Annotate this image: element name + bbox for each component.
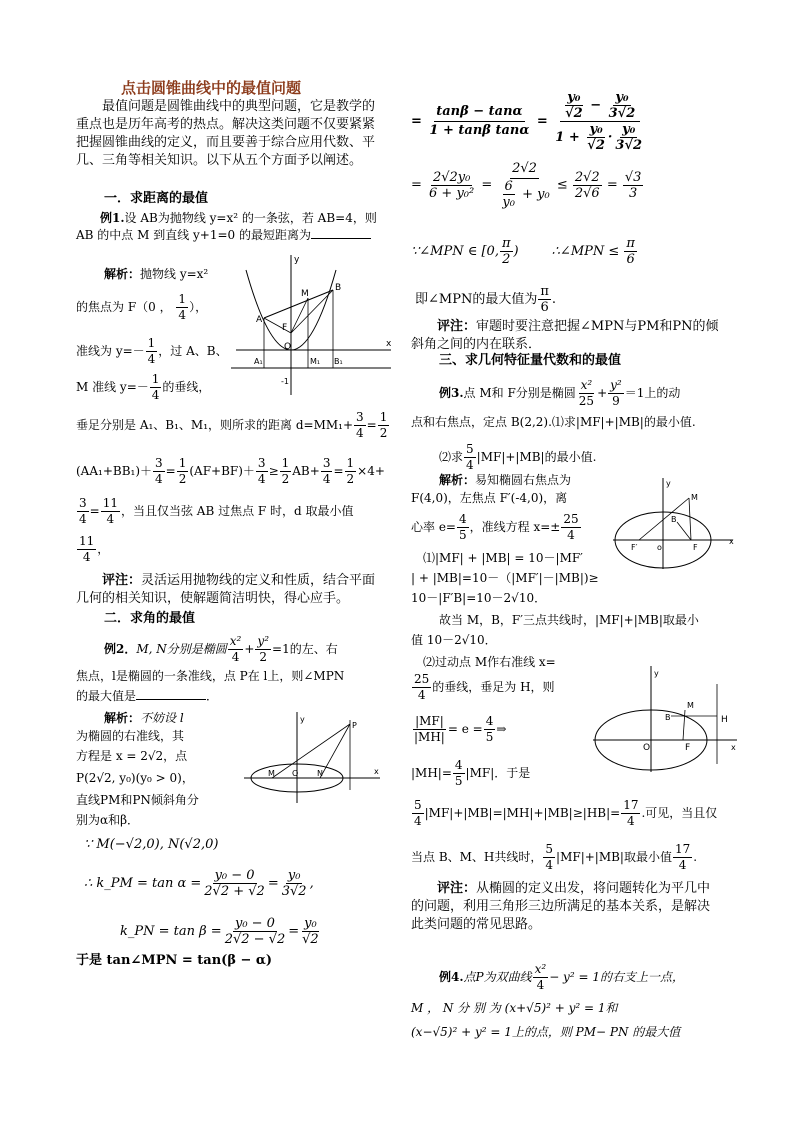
bf-line bbox=[677, 522, 691, 540]
example-1-question bbox=[76, 210, 386, 244]
ratio-num: |MF| bbox=[415, 714, 444, 728]
question-text: ＝1上的动 bbox=[624, 386, 681, 400]
range-text: ∵∠MPN ∈ [0, bbox=[411, 244, 499, 259]
example-1-solution-line4: M 准线 y=－ $\frac{1}{4}$ 的垂线， bbox=[76, 372, 211, 402]
solution-text: AB+ bbox=[292, 464, 320, 478]
solution-text: .可见，当且仅 bbox=[641, 806, 718, 820]
section-3-heading: 三、求几何特征量代数和的最值 bbox=[439, 353, 622, 368]
example-2-question-line1: 例2．M, N分别是椭圆 $\frac{\text{x²}}{4}$ + $\frac{\text{y²}}{2}$ =1的左、右 bbox=[104, 634, 338, 664]
solution-text: (AA₁+BB₁)＋ bbox=[76, 464, 153, 478]
example-2-eq3: k_PN = tan β = $\frac{\text{y₀ − 0}}{2√2 - √2}$ = $\frac{\text{y₀}}{√2}$ bbox=[120, 916, 319, 947]
example-2-question-line2: 焦点，l是椭圆的一条准线，点 P在 l上，则∠MPN bbox=[76, 669, 345, 683]
solution-text: |MF|+|MB|取最小值 bbox=[556, 850, 672, 864]
section-1-heading: 一．求距离的最值 bbox=[104, 191, 209, 206]
label-o: O bbox=[643, 743, 651, 753]
page-title: 点击圆锥曲线中的最值问题 bbox=[121, 79, 302, 97]
label-b: B bbox=[671, 515, 677, 524]
label-y: y bbox=[300, 715, 305, 724]
example-4-label: 例4. bbox=[439, 970, 464, 984]
example-2-eq4: 于是 tan∠MPN = tan(β − α) bbox=[76, 953, 273, 968]
example-2-solution-line3: 方程是 x = 2√2，点 bbox=[76, 749, 188, 763]
solution-label: 解析： bbox=[104, 711, 141, 725]
ratio-formula: = $\frac{\text{2√2y₀}}{\text{6 + y₀²}}$ = 2√2 $\frac{6}{\text{y₀}}$ + y₀ ≤ $\frac{2√2}{2√6}$ = $\frac{√3}{3}$ bbox=[411, 161, 642, 210]
max-text: 即∠MPN的最大值为 bbox=[415, 292, 538, 307]
example-3-comment bbox=[411, 880, 721, 934]
label-b: B bbox=[665, 713, 671, 722]
example-3-solution-line14: 当点 B、M、H共线时， $\frac{5}{4}$ |MF|+|MB|取最小值 $\frac{17}{4}$ . bbox=[411, 842, 698, 872]
chord-ab bbox=[264, 290, 333, 318]
parabola-figure bbox=[226, 250, 396, 400]
question-text: 点P为双曲线 bbox=[463, 970, 532, 984]
comment-label: 评注： bbox=[437, 881, 477, 896]
label-f: F bbox=[685, 743, 691, 753]
solution-text: 的焦点为 F（0 ， bbox=[76, 300, 172, 314]
example-2-comment bbox=[411, 318, 721, 354]
formula-denominator: 1 + tanβ tanα bbox=[429, 123, 530, 138]
example-1-solution-line5: 垂足分别是 A₁、B₁、M₁，则所求的距离 d=MM₁+ $\frac{3}{4}$ = $\frac{1}{2}$ bbox=[76, 410, 388, 440]
label-a1: A₁ bbox=[254, 357, 263, 366]
example-4-question-line2: M ， N 分 别 为 (x+√5)² + y² = 1和 bbox=[411, 1001, 618, 1015]
label-m: M bbox=[301, 289, 309, 299]
label-m1: M₁ bbox=[310, 357, 321, 366]
bf-line bbox=[291, 290, 333, 333]
solution-text: 的垂线，垂足为 H，则 bbox=[432, 680, 555, 694]
angle-range: ∵∠MPN ∈ [0, $\frac{\pi}{2}$ ) ∴∠MPN ≤ $\frac{\pi}{6}$ bbox=[411, 236, 635, 267]
example-1-label: 例1. bbox=[100, 211, 125, 225]
example-4-question-line3: (x−√5)² + y² = 1上的点，则 PM− PN 的最大值 bbox=[411, 1025, 681, 1039]
equation-text: ∴ k_PM = tan α = bbox=[84, 876, 202, 891]
solution-text: |MF|+|MB|=|MH|+|MB|≥|HB|= bbox=[424, 806, 621, 820]
question-text: − y² = 1的右支上一点， bbox=[549, 970, 684, 984]
label-x: x bbox=[374, 767, 379, 776]
solution-text: 不妨设 l bbox=[140, 711, 184, 725]
example-2-question-line3: 的最大值是 ． bbox=[76, 689, 219, 703]
solution-text: ≥ bbox=[268, 464, 279, 478]
comment-text: 从椭圆的定义出发，将问题转化为平几中的问题，利用三角形三边所满足的基本关系，是解决此类问题的常见思路。 bbox=[411, 881, 711, 932]
angle-max: 即∠MPN的最大值为 $\frac{\pi}{6}$ . bbox=[415, 284, 557, 315]
label-m: M bbox=[691, 493, 698, 502]
example-3-solution-line10: $\frac{25}{4}$ 的垂线，垂足为 H，则 bbox=[414, 672, 555, 702]
question-text: ⑵求 bbox=[439, 450, 464, 464]
example-3-solution-line4: ⑴|MF| + |MB| = 10－|MF′ bbox=[423, 551, 583, 565]
solution-label: 解析： bbox=[439, 473, 476, 487]
example-1-solution-line6: (AA₁+BB₁)＋ $\frac{3}{4}$ = $\frac{1}{2}$ (AF+BF)＋ $\frac{3}{4}$ ≥ $\frac{1}{2}$ AB+ $\frac{3}{4}$ = $\frac{1}{2}$ ×4+ bbox=[76, 456, 385, 486]
example-3-solution-line2: F(4,0)，左焦点 F′(-4,0)，离 bbox=[411, 491, 568, 505]
example-3-label: 例3. bbox=[439, 386, 464, 400]
solution-text: M 准线 y=－ bbox=[76, 380, 149, 394]
ratio-den: |MH| bbox=[414, 730, 445, 744]
ellipse-figure-angle bbox=[242, 710, 382, 805]
solution-text: 心率 e= bbox=[411, 520, 456, 534]
example-1-answer: $\frac{11}{4}$ ， bbox=[79, 534, 110, 564]
solution-text: (AF+BF)＋ bbox=[189, 464, 255, 478]
example-3-solution-line6: 10－|F′B|=10－2√10． bbox=[411, 591, 547, 605]
label-y: y bbox=[294, 255, 300, 265]
label-o: O bbox=[284, 342, 292, 352]
label-b: B bbox=[335, 283, 342, 293]
example-4-question-line1: 例4.点P为双曲线 $\frac{\text{x²}}{4}$ − y² = 1的右支上一点， bbox=[439, 962, 684, 992]
solution-label: 解析： bbox=[104, 267, 141, 281]
solution-text: |MF|．于是 bbox=[465, 766, 531, 780]
example-2-solution-line1 bbox=[104, 710, 184, 727]
label-f: F bbox=[693, 543, 698, 552]
example-1-solution-line7: $\frac{3}{4}$ = $\frac{11}{4}$ ，当且仅当弦 AB 过焦点 F 时，d 取最小值 bbox=[79, 496, 354, 526]
example-3-solution-line12: |MH|= $\frac{4}{5}$ |MF|．于是 bbox=[411, 758, 531, 788]
label-o: O bbox=[292, 769, 299, 778]
example-2-solution-line4: P(2√2, y₀)(y₀ > 0)， bbox=[76, 771, 194, 785]
equation-text: k_PN = tan β = bbox=[120, 924, 222, 939]
example-3-question-line3: ⑵求 $\frac{5}{4}$ |MF|+|MB|的最小值. bbox=[439, 442, 597, 472]
label-h: H bbox=[721, 715, 728, 725]
label-p: P bbox=[352, 721, 357, 730]
comment-label: 评注： bbox=[437, 319, 477, 334]
pm-line bbox=[272, 724, 350, 778]
solution-text: 垂足分别是 A₁、B₁、M₁，则所求的距离 d=MM₁+ bbox=[76, 418, 354, 432]
example-3-solution-line9: ⑵过动点 M作右准线 x= bbox=[423, 655, 556, 669]
example-3-solution-line3: 心率 e= $\frac{4}{5}$ ，准线方程 x=± $\frac{25}{4}$ bbox=[411, 512, 579, 542]
comment-text: 审题时要注意把握∠MPN与PM和PN的倾斜角之间的内在联系． bbox=[411, 319, 719, 352]
label-b1: B₁ bbox=[334, 357, 343, 366]
example-1-solution-line2: 的焦点为 F（0 ， $\frac{1}{4}$ ）， bbox=[76, 292, 208, 322]
solution-text: |MH|= bbox=[411, 766, 452, 780]
label-m: M bbox=[268, 769, 275, 778]
example-3-question-line2: 点和右焦点，定点 B(2,2).⑴求|MF|+|MB|的最小值. bbox=[411, 415, 696, 429]
example-3-solution-line13: $\frac{5}{4}$ |MF|+|MB|=|MH|+|MB|≥|HB|= $\frac{17}{4}$ .可见，当且仅 bbox=[414, 798, 718, 828]
label-y: y bbox=[666, 479, 671, 488]
label-f-prime: F′ bbox=[631, 543, 638, 552]
intro-paragraph: 最值问题是圆锥曲线中的典型问题，它是教学的重点也是历年高考的热点。解决这类问题不仅要紧紧把握圆锥曲线的定义，而且要善于综合应用代数、平几、三角等相关知识。以下从五个方面予以阐述。 bbox=[76, 99, 376, 168]
range-text: ∴∠MPN ≤ bbox=[551, 244, 620, 259]
ellipse-figure-foci bbox=[611, 476, 736, 571]
question-text: 点 M和 F分别是椭圆 bbox=[463, 386, 576, 400]
example-2-label: 例2． bbox=[104, 642, 137, 656]
example-2-eq2: ∴ k_PM = tan α = $\frac{\text{y₀ − 0}}{2√2 + √2}$ = $\frac{\text{y₀}}{3√2}$ , bbox=[84, 868, 314, 899]
solution-text: = e = bbox=[447, 722, 483, 736]
question-text: |MF|+|MB|的最小值. bbox=[476, 450, 597, 464]
example-3-solution-line7: 故当 M，B，F′三点共线时，|MF|+|MB|取最小 bbox=[439, 613, 699, 627]
example-2-solution-line2: 为椭圆的右准线，其 bbox=[76, 729, 185, 743]
example-1-solution-line1 bbox=[104, 266, 208, 283]
example-2-solution-line6: 别为α和β． bbox=[76, 813, 140, 827]
question-text: =1的左、右 bbox=[272, 642, 338, 656]
example-3-solution-line1 bbox=[439, 472, 571, 489]
example-2-eq1: ∵ M(−√2,0), N(√2,0) bbox=[84, 837, 219, 852]
label-x: x bbox=[731, 743, 736, 752]
mf-line bbox=[689, 498, 691, 540]
question-text: M, N分别是椭圆 bbox=[136, 642, 227, 656]
label-y: y bbox=[654, 669, 659, 678]
comment-text: 灵活运用抛物线的定义和性质，结合平面几何的相关知识，使解题简洁明快，得心应手。 bbox=[76, 573, 376, 606]
example-3-solution-line5: | + |MB|=10－（|MF′|－|MB|)≥ bbox=[411, 571, 599, 585]
label-x: x bbox=[729, 537, 734, 546]
question-text: 的最大值是 bbox=[76, 689, 137, 703]
solution-text: 当点 B、M、H共线时， bbox=[411, 850, 543, 864]
formula-numerator: tanβ − tanα bbox=[434, 103, 524, 122]
solution-text: ×4+ bbox=[357, 464, 385, 478]
mf-line bbox=[683, 710, 685, 740]
label-n: N bbox=[317, 769, 323, 778]
example-3-solution-line11: $\frac{|MF|}{|MH|}$ = e = $\frac{4}{5}$ ⇒ bbox=[414, 714, 507, 744]
example-1-text: 设 AB为抛物线 y=x² 的一条弦，若 AB=4，则 AB 的中点 M 到直线 y+1=0 的最短距离为 bbox=[76, 211, 377, 242]
example-2-solution-line5: 直线PM和PN倾斜角分 bbox=[76, 793, 199, 807]
solution-text: ，准线方程 x=± bbox=[469, 520, 561, 534]
tan-formula: = $\frac{\tan\beta - \tan\alpha}{\text{1 + tanβ tanα}}$ = $\frac{\text{y₀}}{√2}$ − $\frac{\text{y₀}}{3√2}$ 1 + $\frac{\text{y₀}}{√2}$ · $\frac{\text{y₀}}{3√2}$ bbox=[411, 90, 643, 153]
solution-text: ，当且仅当弦 AB 过焦点 F 时，d 取最小值 bbox=[120, 504, 354, 518]
solution-text: 抛物线 y=x² bbox=[140, 267, 209, 281]
leq-symbol: ≤ bbox=[556, 177, 568, 193]
label-x: x bbox=[386, 339, 392, 349]
example-1-solution-line3: 准线为 y=－ $\frac{1}{4}$ ，过 A、B、 bbox=[76, 336, 228, 366]
solution-text: 的垂线， bbox=[162, 380, 211, 394]
ellipse-figure-directrix bbox=[591, 664, 741, 774]
label-neg1: -1 bbox=[281, 377, 289, 386]
fpm-line bbox=[639, 498, 689, 540]
example-3-solution-line8: 值 10－2√10． bbox=[411, 633, 497, 647]
label-m: M bbox=[687, 701, 694, 710]
solution-text: 易知椭圆右焦点为 bbox=[475, 473, 572, 487]
example-1-comment bbox=[76, 572, 386, 608]
label-a: A bbox=[256, 315, 263, 325]
label-f: F bbox=[282, 323, 288, 333]
comment-label: 评注： bbox=[102, 573, 142, 588]
solution-text: 准线为 y=－ bbox=[76, 344, 145, 358]
label-o: o bbox=[657, 543, 662, 552]
solution-text: ，过 A、B、 bbox=[158, 344, 228, 358]
example-3-question-line1: 例3.点 M和 F分别是椭圆 $\frac{\text{x²}}{25}$ + $\frac{\text{y²}}{9}$ ＝1上的动 bbox=[439, 378, 681, 408]
section-2-heading: 二．求角的最值 bbox=[104, 611, 196, 626]
